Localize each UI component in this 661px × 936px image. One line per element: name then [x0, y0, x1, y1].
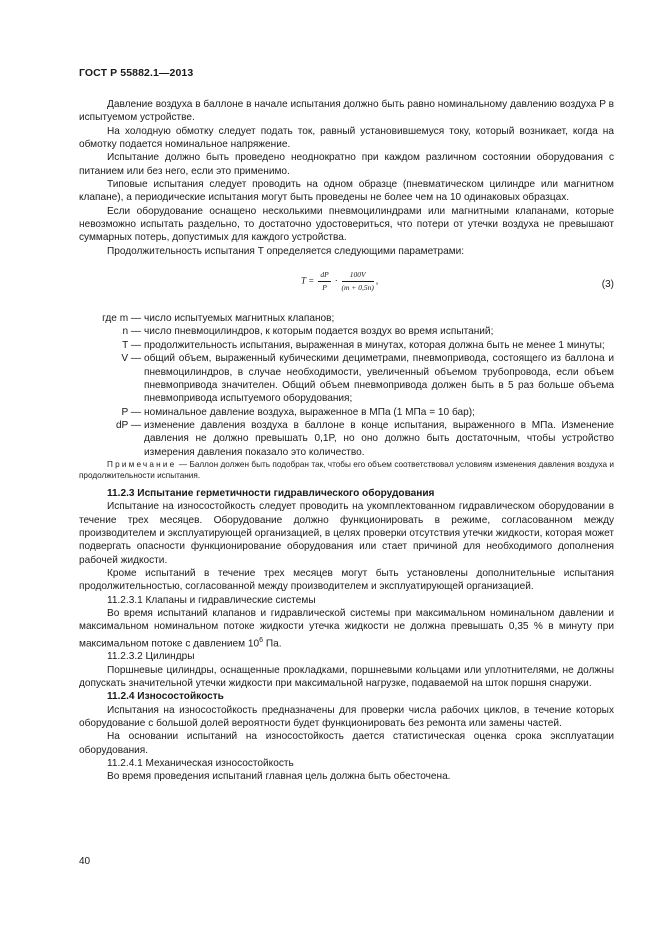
paragraph: Продолжительность испытания T определяется следующими параметрами:: [107, 245, 465, 257]
paragraph: Испытания на износостойкость предназначены для проверки числа рабочих циклов, в течение которых оборудование с большой долей вероятности будет функционировать без ремонта или замены частей.: [79, 704, 614, 730]
definition-item: [79, 419, 614, 459]
page-number: 40: [79, 856, 91, 867]
subsection-heading: 11.2.3.1 Клапаны и гидравлические системы: [107, 594, 316, 606]
subsection-heading: 11.2.3.2 Цилиндры: [107, 651, 195, 663]
paragraph: На основании испытаний на износостойкость дается статистическая оценка срока эксплуатации оборудования.: [79, 731, 614, 756]
definition-text: число испытуемых магнитных клапанов;: [144, 313, 335, 325]
formula-fraction-1-denominator: P: [322, 283, 327, 293]
definition-symbol: P —: [121, 406, 141, 418]
formula-fraction-2-numerator: 100V: [342, 270, 374, 282]
paragraph: Во время проведения испытаний главная цель должна быть обесточена.: [107, 771, 451, 783]
formula-fraction-2: [342, 270, 374, 293]
definition-item: [79, 406, 614, 419]
paragraph-text: Во время испытаний клапанов и гидравлической системы при максимальном номинальном давлении и максимальном номинальном потоке жидкости утечка жидкости не должна превышать 0,35 % в минуту при максимальном потоке с давлением 10: [79, 608, 614, 650]
paragraph: Испытание должно быть проведено неоднократно при каждом различном состоянии оборудования с питанием или без него, если это применимо.: [79, 152, 614, 177]
paragraph: Испытание на износостойкость следует проводить на укомплектованном гидравлическом оборудовании в течение трех месяцев. Оборудование должно функционировать в режиме, согласованном между производителем и эксплуатирующей организацией, в целях проверки отсутствия утечки жидкости, которая может подвергать опасности функционирование оборудования или стает причиной для необходимого дополнения рабочей жидкости.: [79, 501, 614, 566]
definition-text: продолжительность испытания, выраженная в минутах, которая должна быть не менее 1 минуты;: [144, 339, 605, 351]
definition-symbol: где m —: [102, 313, 141, 325]
definition-text: общий объем, выраженный кубическими дециметрами, пневмопривода, состоящего из баллона и пневмоцилиндров, в случае необходимости, увеличенный объемом трубопровода, если объем пневмопривода значителен. Общий объем пневмопривода должен быть в 5 раз больше объема пневмопривода испытуемого оборудования;: [144, 353, 614, 405]
definition-item: [79, 339, 614, 352]
paragraph: Типовые испытания следует проводить на одном образце (пневматическом цилиндре или магнитном клапане), а периодические испытания могут быть проведены не более чем на 10 одинаковых образцах.: [79, 179, 614, 204]
formula-fraction-1-numerator: dP: [318, 270, 330, 282]
paragraph: Кроме испытаний в течение трех месяцев могут быть установлены дополнительные испытания продолжительностью, согласованной между производителем и эксплуатирующей организацией.: [79, 567, 614, 593]
equation-number: (3): [601, 279, 614, 291]
definition-item: [79, 325, 614, 338]
page-header: ГОСТ Р 55882.1—2013: [79, 67, 194, 79]
section-heading: 11.2.3 Испытание герметичности гидравлического оборудования: [107, 487, 435, 499]
note: [79, 459, 614, 481]
formula-fraction-1: [318, 270, 330, 293]
definition-text: число пневмоцилиндров, к которым подается воздух во время испытаний;: [144, 326, 494, 338]
paragraph: [79, 607, 614, 650]
paragraph: Если оборудование оснащено несколькими пневмоцилиндрами или магнитными клапанами, которые невозможно испытать раздельно, то достаточно удостовериться, что потери от утечки воздуха не превышают суммарных потерь, допустимых для каждого устройства.: [79, 205, 614, 244]
paragraph-text: Па.: [263, 638, 282, 650]
superscript: 6: [259, 636, 264, 644]
paragraph: На холодную обмотку следует подать ток, равный установившемуся току, который возникает, когда на обмотку подается номинальное напряжение.: [79, 125, 614, 151]
subsection-heading: 11.2.4.1 Механическая износостойкость: [107, 758, 294, 770]
definition-symbol: dP —: [115, 419, 141, 431]
formula-dot: ·: [335, 275, 338, 286]
formula-expression: [301, 270, 378, 293]
definition-symbol: T —: [122, 339, 141, 351]
formula-end: ,: [375, 275, 379, 286]
definitions-list: [79, 312, 614, 459]
paragraph: Давление воздуха в баллоне в начале испытания должно быть равно номинальному давлению воздуха P в испытуемом устройстве.: [79, 99, 614, 124]
formula-lhs: T =: [301, 275, 315, 286]
definition-text: номинальное давление воздуха, выраженное в МПа (1 МПа = 10 бар);: [144, 406, 475, 418]
note-label: Примечание: [107, 459, 177, 469]
definition-text: изменение давления воздуха в баллоне в конце испытания, выраженного в МПа. Изменение давления не должно превышать 0,1P, но оно должно быть достаточным, чтобы устройство измерения давления показало это количество.: [144, 419, 614, 458]
section-heading: 11.2.4 Износостойкость: [107, 691, 224, 703]
formula-3: [79, 264, 614, 310]
definition-item: [79, 312, 614, 325]
note-text: — Баллон должен быть подобран так, чтобы его объем соответствовал условиям изменения давления воздуха и продолжительности испытания.: [79, 459, 615, 480]
definition-item: [79, 352, 614, 405]
paragraph: Поршневые цилиндры, оснащенные прокладками, поршневыми кольцами или уплотнителями, не должны допускать значительной утечки жидкости при максимальной нагрузке, подаваемой на шток поршня снаружи.: [79, 664, 614, 690]
page-body: [79, 98, 614, 784]
formula-fraction-2-denominator: (m + 0,5n): [341, 283, 374, 293]
definition-symbol: n —: [122, 326, 141, 338]
definition-symbol: V —: [121, 353, 141, 365]
